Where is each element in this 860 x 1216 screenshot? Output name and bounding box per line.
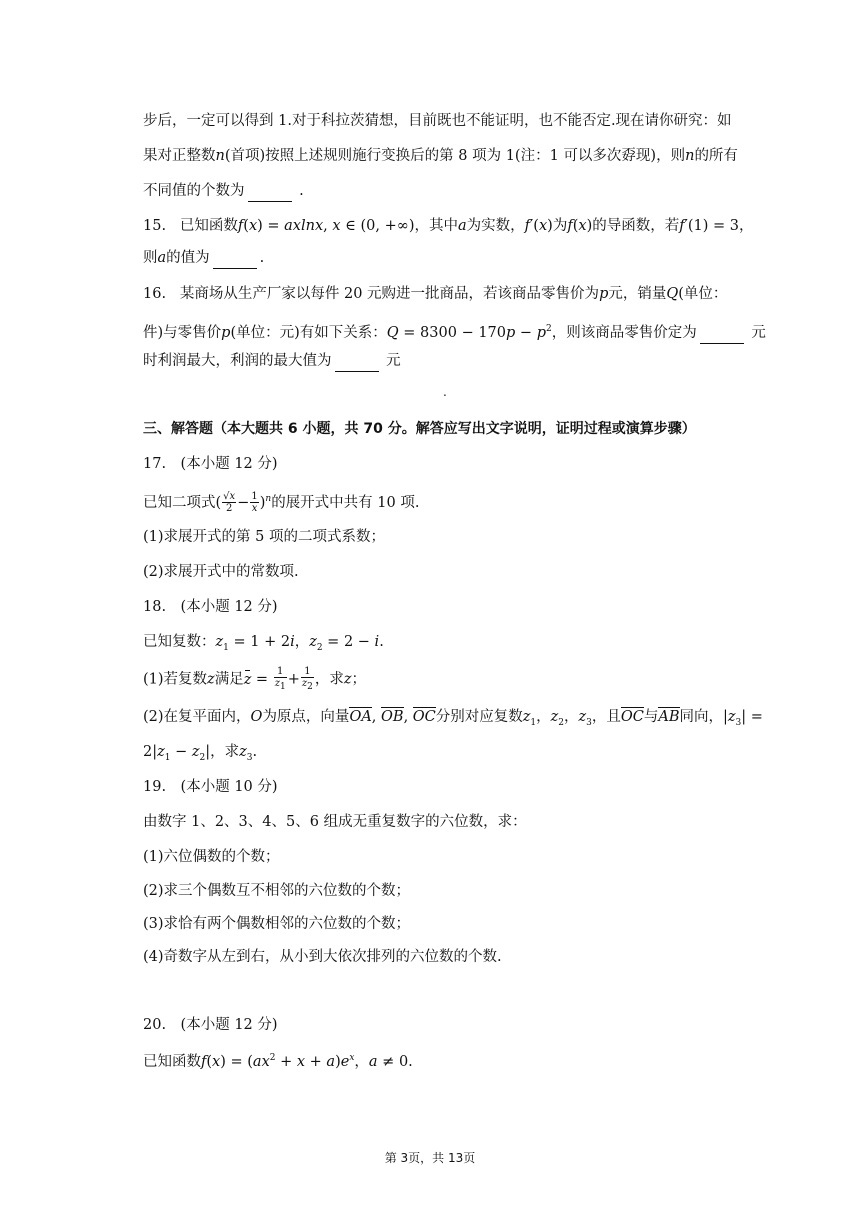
section-3-heading: 三、解答题（本大题共 6 小题，共 70 分。解答应写出文字说明，证明过程或演算步骤） xyxy=(143,421,696,437)
q19-intro: 由数字 1、2、3、4、5、6 组成无重复数字的六位数，求： xyxy=(143,814,527,830)
q14-line-1: 步后，一定可以得到 1.对于科拉茨猜想，目前既也不能证明，也不能否定.现在请你研究：如 xyxy=(143,113,732,129)
q17-statement: 已知二项式( $\frac{√x}{2}$ − $\frac{1}{x}$ )$^n$的展开式中共有 10 项. xyxy=(143,491,420,515)
q20-statement: 已知函数$f(x) = (ax^2 + x + a)e^x$，a ≠ 0. xyxy=(143,1053,413,1070)
answer-blank[interactable] xyxy=(335,357,379,372)
q18-statement: 已知复数：$z_1 = 1 + 2i$，$z_2 = 2 - i$. xyxy=(143,634,384,653)
q14-line-2: 果对正整数n(首项)按照上述规则施行变换后的第 8 项为 1(注：1 可以多次孬现)，则n的所有 xyxy=(143,148,738,164)
q15-line-1: 15. 已知函数f(x) = axlnx, x ∈ (0, +∞)，其中a为实数，f′(x)为f(x)的导函数，若f′(1) = 3， xyxy=(143,218,754,234)
q18-part-1: (1)若复数z满足z = $\frac{1}{z_1}$ + $\frac{1}{z_2}$ ，求z； xyxy=(143,666,367,692)
q15-line-2: 则a的值为 . xyxy=(143,247,264,269)
q14-line-3: 不同值的个数为 . xyxy=(143,180,304,202)
q19-part-2: (2)求三个偶数互不相邻的六位数的个数； xyxy=(143,883,411,899)
q19-part-3: (3)求恰有两个偶数相邻的六位数的个数； xyxy=(143,916,411,932)
q16-line-1: 16. 某商场从生产厂家以每件 20 元购进一批商品，若该商品零售价为p元，销量Q(单位： xyxy=(143,286,728,302)
q18-part-2-cont: $2|z_1 - z_2|$，求$z_3$. xyxy=(143,744,258,763)
q18-part-2: (2)在复平面内，O为原点，向量OA, OB, OC分别对应复数$z_1$，$z_2$，$z_3$，且OC与AB同向，$|z_3|$ = xyxy=(143,706,763,734)
q17-part-2: (2)求展开式中的常数项. xyxy=(143,564,299,580)
answer-blank[interactable] xyxy=(213,254,257,269)
q19-part-4: (4)奇数字从左到右，从小到大依次排列的六位数的个数. xyxy=(143,949,502,965)
q17-part-1: (1)求展开式的第 5 项的二项式系数； xyxy=(143,529,385,545)
answer-blank[interactable] xyxy=(248,187,292,202)
q16-line-3: 时利润最大，利润的最大值为 元 xyxy=(143,350,401,372)
q17-heading: 17. (本小题 12 分) xyxy=(143,456,278,472)
q19-heading: 19. (本小题 10 分) xyxy=(143,779,278,795)
page-footer: 第 3页，共 13页 xyxy=(384,1151,476,1165)
q16-line-2: 件)与零售价p(单位：元)有如下关系：$Q = 8300 - 170p - p^2$，则该商品零售价定为 元 xyxy=(143,318,766,344)
q20-heading: 20. (本小题 12 分) xyxy=(143,1017,278,1033)
q18-heading: 18. (本小题 12 分) xyxy=(143,599,278,615)
q19-part-1: (1)六位偶数的个数； xyxy=(143,849,280,865)
answer-blank[interactable] xyxy=(700,329,744,344)
center-dot: . xyxy=(443,385,447,399)
